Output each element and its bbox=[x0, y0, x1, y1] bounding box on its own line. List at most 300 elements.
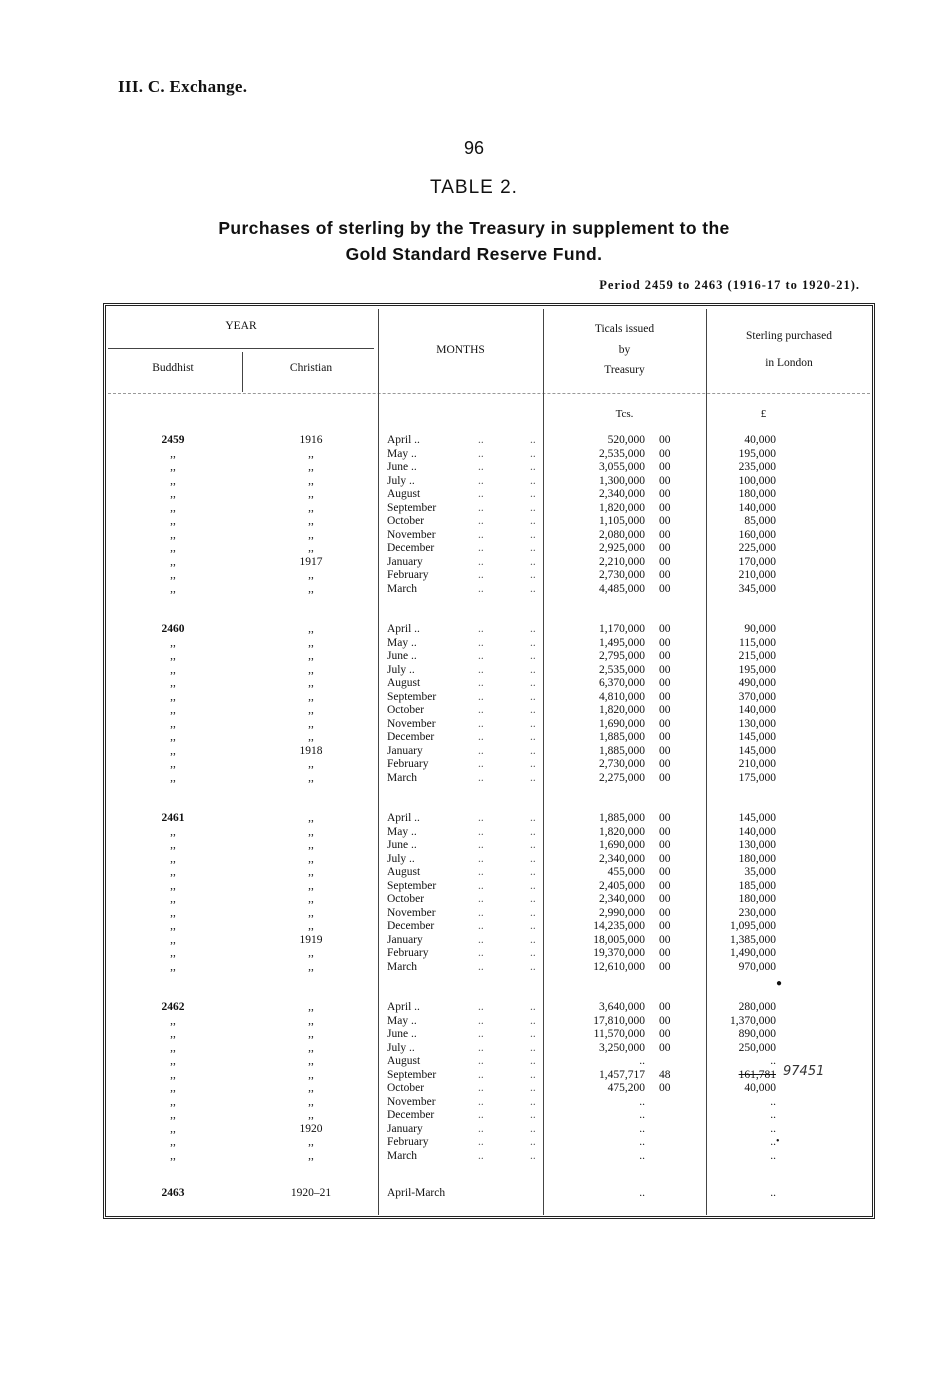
cell-month: August bbox=[387, 1055, 421, 1067]
cell-ticals: 1,105,000 bbox=[599, 515, 645, 527]
cell-christian-year: ,, bbox=[308, 1136, 314, 1148]
cell-christian-year: ,, bbox=[308, 488, 314, 500]
leader-dots: .. bbox=[478, 501, 484, 514]
leader-dots: .. bbox=[530, 1149, 536, 1162]
cell-month: July .. bbox=[387, 1041, 415, 1054]
leader-dots: .. bbox=[478, 1028, 484, 1040]
cell-satang: 00 bbox=[659, 690, 671, 703]
cell-sterling: 180,000 bbox=[738, 488, 776, 500]
cell-christian-year: ,, bbox=[308, 812, 314, 824]
leader-dots: .. bbox=[530, 879, 536, 892]
cell-satang: 00 bbox=[659, 663, 671, 676]
leader-dots: .. bbox=[478, 569, 484, 581]
cell-christian-year: ,, bbox=[308, 447, 314, 460]
cell-ticals: 3,055,000 bbox=[599, 461, 645, 473]
cell-buddhist-year: ,, bbox=[170, 906, 176, 919]
cell-satang: 00 bbox=[659, 677, 671, 689]
leader-dots: .. bbox=[530, 825, 536, 838]
cell-sterling: 161,781 bbox=[738, 1068, 776, 1081]
cell-christian-year: 1918 bbox=[299, 744, 323, 757]
cell-buddhist-year: ,, bbox=[170, 582, 176, 595]
leader-dots: .. bbox=[478, 758, 484, 770]
cell-month: September bbox=[387, 1068, 437, 1081]
leader-dots: .. bbox=[530, 677, 536, 689]
unit-ticals: Tcs. bbox=[615, 408, 634, 420]
cell-month: May .. bbox=[387, 825, 417, 838]
cell-christian-year: ,, bbox=[308, 852, 314, 865]
cell-christian-year: ,, bbox=[308, 704, 314, 716]
cell-christian-year: ,, bbox=[308, 690, 314, 703]
cell-christian-year: ,, bbox=[308, 1149, 314, 1162]
cell-sterling: 145,000 bbox=[738, 812, 776, 824]
leader-dots: .. bbox=[530, 920, 536, 932]
cell-sterling: 175,000 bbox=[738, 771, 776, 784]
header-ticals-2: by bbox=[618, 344, 631, 356]
cell-sterling: 490,000 bbox=[738, 677, 776, 689]
leader-dots: .. bbox=[530, 447, 536, 460]
cell-buddhist-year: ,, bbox=[170, 1109, 176, 1121]
header-ticals-1: Ticals issued bbox=[594, 323, 655, 335]
cell-satang: 00 bbox=[659, 569, 671, 581]
leader-dots: .. bbox=[530, 434, 536, 446]
leader-dots: .. bbox=[478, 650, 484, 662]
cell-sterling: .. bbox=[770, 1136, 776, 1148]
cell-buddhist-year: ,, bbox=[170, 1136, 176, 1148]
leader-dots: .. bbox=[478, 731, 484, 743]
cell-satang: 00 bbox=[659, 501, 671, 514]
cell-christian-year: ,, bbox=[308, 879, 314, 892]
cell-sterling: 140,000 bbox=[738, 825, 776, 838]
cell-christian-year: ,, bbox=[308, 1068, 314, 1081]
leader-dots: .. bbox=[530, 960, 536, 973]
leader-dots: .. bbox=[478, 528, 484, 541]
cell-month: May .. bbox=[387, 447, 417, 460]
cell-sterling: 225,000 bbox=[738, 542, 776, 554]
cell-month: August bbox=[387, 677, 421, 689]
cell-sterling: .. bbox=[770, 1187, 776, 1199]
cell-satang: 00 bbox=[659, 515, 671, 527]
cell-ticals: 2,210,000 bbox=[599, 555, 645, 568]
cell-ticals: .. bbox=[639, 1149, 645, 1162]
cell-christian-year: ,, bbox=[308, 1028, 314, 1040]
cell-month: March bbox=[387, 960, 418, 973]
cell-christian-year: ,, bbox=[308, 947, 314, 959]
leader-dots: .. bbox=[478, 515, 484, 527]
leader-dots: .. bbox=[478, 1136, 484, 1148]
cell-buddhist-year: ,, bbox=[170, 852, 176, 865]
cell-christian-year: ,, bbox=[308, 825, 314, 838]
cell-christian-year: ,, bbox=[308, 528, 314, 541]
cell-christian-year: 1919 bbox=[299, 933, 323, 946]
cell-ticals: 6,370,000 bbox=[599, 677, 645, 689]
cell-sterling: 195,000 bbox=[738, 663, 776, 676]
cell-ticals: 2,730,000 bbox=[599, 758, 645, 770]
header-months: MONTHS bbox=[436, 344, 485, 356]
cell-satang: 00 bbox=[659, 906, 671, 919]
leader-dots: .. bbox=[478, 1014, 484, 1027]
leader-dots: .. bbox=[478, 704, 484, 716]
cell-month: May .. bbox=[387, 1014, 417, 1027]
cell-month: September bbox=[387, 501, 437, 514]
cell-month: June .. bbox=[387, 650, 417, 662]
leader-dots: .. bbox=[478, 920, 484, 932]
cell-christian-year: ,, bbox=[308, 474, 314, 487]
leader-dots: .. bbox=[478, 866, 484, 878]
cell-satang: 00 bbox=[659, 839, 671, 851]
leader-dots: .. bbox=[530, 488, 536, 500]
cell-month: December bbox=[387, 920, 435, 932]
cell-christian-year: ,, bbox=[308, 839, 314, 851]
cell-ticals: 1,457,717 bbox=[599, 1068, 645, 1081]
leader-dots: .. bbox=[530, 947, 536, 959]
cell-satang: 00 bbox=[659, 1041, 671, 1054]
cell-month: April .. bbox=[387, 1001, 420, 1013]
cell-sterling: 1,490,000 bbox=[730, 947, 776, 959]
cell-ticals: 2,730,000 bbox=[599, 569, 645, 581]
cell-buddhist-year: ,, bbox=[170, 569, 176, 581]
leader-dots: .. bbox=[530, 1001, 536, 1013]
cell-ticals: 2,275,000 bbox=[599, 771, 645, 784]
leader-dots: .. bbox=[530, 690, 536, 703]
leader-dots: .. bbox=[478, 677, 484, 689]
cell-christian-year: ,, bbox=[308, 623, 314, 635]
cell-ticals: 2,340,000 bbox=[599, 893, 645, 905]
leader-dots: .. bbox=[478, 933, 484, 946]
col-divider-ticals bbox=[543, 309, 544, 1215]
cell-buddhist-year: ,, bbox=[170, 1149, 176, 1162]
cell-satang: 00 bbox=[659, 852, 671, 865]
leader-dots: .. bbox=[478, 852, 484, 865]
cell-ticals: 1,820,000 bbox=[599, 501, 645, 514]
leader-dots: .. bbox=[530, 569, 536, 581]
cell-satang: 00 bbox=[659, 879, 671, 892]
cell-christian-year: ,, bbox=[308, 893, 314, 905]
cell-month: January bbox=[387, 744, 423, 757]
leader-dots: .. bbox=[478, 555, 484, 568]
leader-dots: .. bbox=[530, 542, 536, 554]
leader-dots: .. bbox=[530, 771, 536, 784]
leader-dots: .. bbox=[478, 771, 484, 784]
cell-month: November bbox=[387, 906, 436, 919]
cell-sterling: .. bbox=[770, 1055, 776, 1067]
cell-satang: 00 bbox=[659, 1001, 671, 1013]
cell-satang: 00 bbox=[659, 920, 671, 932]
leader-dots: .. bbox=[530, 1028, 536, 1040]
leader-dots: .. bbox=[530, 744, 536, 757]
cell-sterling: .. bbox=[770, 1122, 776, 1135]
cell-month: January bbox=[387, 555, 423, 568]
leader-dots: .. bbox=[478, 1001, 484, 1013]
cell-satang: 00 bbox=[659, 731, 671, 743]
cell-sterling: 115,000 bbox=[739, 636, 776, 649]
header-year: YEAR bbox=[225, 320, 257, 332]
cell-satang: 00 bbox=[659, 528, 671, 541]
cell-buddhist-year: ,, bbox=[170, 1055, 176, 1067]
cell-satang: 00 bbox=[659, 542, 671, 554]
leader-dots: .. bbox=[478, 542, 484, 554]
cell-month: October bbox=[387, 893, 425, 905]
header-buddhist: Buddhist bbox=[152, 362, 194, 374]
cell-ticals: 2,990,000 bbox=[599, 906, 645, 919]
cell-month: September bbox=[387, 879, 437, 892]
cell-sterling: 370,000 bbox=[738, 690, 776, 703]
cell-christian-year: ,, bbox=[308, 758, 314, 770]
leader-dots: .. bbox=[530, 650, 536, 662]
cell-ticals: 1,690,000 bbox=[599, 839, 645, 851]
cell-ticals: 1,885,000 bbox=[599, 812, 645, 824]
cell-buddhist-year: 2462 bbox=[161, 1001, 185, 1013]
leader-dots: .. bbox=[478, 474, 484, 487]
cell-ticals: 19,370,000 bbox=[593, 947, 645, 959]
cell-month: February bbox=[387, 569, 429, 581]
cell-ticals: .. bbox=[639, 1122, 645, 1135]
cell-month: June .. bbox=[387, 839, 417, 851]
cell-buddhist-year: ,, bbox=[170, 866, 176, 878]
cell-buddhist-year: ,, bbox=[170, 542, 176, 554]
cell-ticals: .. bbox=[639, 1187, 645, 1199]
leader-dots: .. bbox=[530, 1082, 536, 1094]
cell-ticals: 2,405,000 bbox=[599, 879, 645, 892]
cell-christian-year: ,, bbox=[308, 717, 314, 730]
leader-dots: .. bbox=[478, 690, 484, 703]
cell-month: July .. bbox=[387, 852, 415, 865]
cell-buddhist-year: ,, bbox=[170, 960, 176, 973]
leader-dots: .. bbox=[530, 582, 536, 595]
leader-dots: .. bbox=[530, 555, 536, 568]
cell-month: October bbox=[387, 1082, 425, 1094]
cell-buddhist-year: ,, bbox=[170, 690, 176, 703]
cell-satang: 00 bbox=[659, 1028, 671, 1040]
leader-dots: .. bbox=[478, 636, 484, 649]
cell-buddhist-year: ,, bbox=[170, 447, 176, 460]
cell-buddhist-year: ,, bbox=[170, 1041, 176, 1054]
cell-christian-year: ,, bbox=[308, 542, 314, 554]
cell-sterling: 40,000 bbox=[744, 1082, 776, 1094]
cell-sterling: 1,095,000 bbox=[730, 920, 776, 932]
cell-satang: 48 bbox=[659, 1068, 671, 1081]
cell-sterling: 90,000 bbox=[744, 623, 776, 635]
leader-dots: .. bbox=[478, 582, 484, 595]
cell-month: December bbox=[387, 731, 435, 743]
cell-buddhist-year: ,, bbox=[170, 920, 176, 932]
cell-month: January bbox=[387, 1122, 423, 1135]
cell-buddhist-year: ,, bbox=[170, 744, 176, 757]
leader-dots: .. bbox=[530, 731, 536, 743]
stray-mark: • bbox=[776, 1136, 780, 1147]
leader-dots: .. bbox=[530, 515, 536, 527]
cell-satang: 00 bbox=[659, 650, 671, 662]
cell-sterling: 145,000 bbox=[738, 731, 776, 743]
cell-sterling: 140,000 bbox=[738, 704, 776, 716]
cell-christian-year: 1920–21 bbox=[290, 1187, 332, 1199]
cell-buddhist-year: 2461 bbox=[161, 812, 185, 824]
cell-sterling: 1,385,000 bbox=[730, 933, 776, 946]
cell-christian-year: 1916 bbox=[299, 434, 323, 446]
cell-ticals: 1,885,000 bbox=[599, 731, 645, 743]
cell-christian-year: ,, bbox=[308, 1014, 314, 1027]
cell-satang: 00 bbox=[659, 812, 671, 824]
cell-satang: 00 bbox=[659, 933, 671, 946]
cell-ticals: 1,820,000 bbox=[599, 704, 645, 716]
cell-sterling: 250,000 bbox=[738, 1041, 776, 1054]
cell-ticals: 12,610,000 bbox=[593, 960, 645, 973]
leader-dots: .. bbox=[530, 906, 536, 919]
cell-sterling: 185,000 bbox=[738, 879, 776, 892]
cell-ticals: 2,795,000 bbox=[599, 650, 645, 662]
cell-satang: 00 bbox=[659, 744, 671, 757]
cell-sterling: .. bbox=[770, 1095, 776, 1108]
cell-month: April .. bbox=[387, 812, 420, 824]
cell-ticals: 520,000 bbox=[607, 434, 645, 446]
cell-christian-year: ,, bbox=[308, 731, 314, 743]
cell-satang: 00 bbox=[659, 893, 671, 905]
cell-christian-year: ,, bbox=[308, 461, 314, 473]
leader-dots: .. bbox=[530, 812, 536, 824]
cell-buddhist-year: 2460 bbox=[161, 623, 185, 635]
leader-dots: .. bbox=[530, 663, 536, 676]
leader-dots: .. bbox=[530, 893, 536, 905]
cell-buddhist-year: ,, bbox=[170, 704, 176, 716]
cell-buddhist-year: ,, bbox=[170, 515, 176, 527]
cell-ticals: .. bbox=[639, 1136, 645, 1148]
cell-buddhist-year: ,, bbox=[170, 771, 176, 784]
cell-month: March bbox=[387, 771, 418, 784]
cell-ticals: .. bbox=[639, 1095, 645, 1108]
cell-buddhist-year: ,, bbox=[170, 555, 176, 568]
table-title-line-2: Gold Standard Reserve Fund. bbox=[345, 244, 603, 264]
cell-month: August bbox=[387, 488, 421, 500]
cell-satang: 00 bbox=[659, 866, 671, 878]
leader-dots: .. bbox=[478, 717, 484, 730]
cell-buddhist-year: ,, bbox=[170, 1122, 176, 1135]
header-sterling-2: in London bbox=[765, 357, 813, 369]
cell-ticals: 2,340,000 bbox=[599, 488, 645, 500]
cell-sterling: 1,370,000 bbox=[730, 1014, 776, 1027]
cell-christian-year: ,, bbox=[308, 569, 314, 581]
cell-buddhist-year: ,, bbox=[170, 474, 176, 487]
cell-sterling: 280,000 bbox=[738, 1001, 776, 1013]
cell-sterling: 210,000 bbox=[738, 758, 776, 770]
cell-buddhist-year: ,, bbox=[170, 650, 176, 662]
cell-month: November bbox=[387, 717, 436, 730]
leader-dots: .. bbox=[530, 623, 536, 635]
cell-ticals: 1,170,000 bbox=[599, 623, 645, 635]
leader-dots: .. bbox=[478, 960, 484, 973]
cell-buddhist-year: 2463 bbox=[161, 1187, 185, 1199]
cell-month: September bbox=[387, 690, 437, 703]
cell-sterling: 235,000 bbox=[738, 461, 776, 473]
table-title-line-1: Purchases of sterling by the Treasury in supplement to the bbox=[218, 218, 730, 238]
cell-christian-year: ,, bbox=[308, 636, 314, 649]
cell-buddhist-year: ,, bbox=[170, 461, 176, 473]
cell-month: June .. bbox=[387, 1028, 417, 1040]
cell-christian-year: ,, bbox=[308, 1095, 314, 1108]
leader-dots: .. bbox=[530, 852, 536, 865]
cell-ticals: 4,810,000 bbox=[599, 690, 645, 703]
period-note: Period 2459 to 2463 (1916-17 to 1920-21). bbox=[599, 278, 860, 292]
handwritten-note: 97451 bbox=[783, 1064, 825, 1079]
leader-dots: .. bbox=[478, 447, 484, 460]
leader-dots: .. bbox=[478, 839, 484, 851]
cell-christian-year: ,, bbox=[308, 501, 314, 514]
cell-sterling: 160,000 bbox=[738, 528, 776, 541]
cell-ticals: 1,820,000 bbox=[599, 825, 645, 838]
cell-buddhist-year: ,, bbox=[170, 1095, 176, 1108]
cell-month: February bbox=[387, 758, 429, 770]
cell-month: December bbox=[387, 542, 435, 554]
leader-dots: .. bbox=[530, 866, 536, 878]
cell-satang: 00 bbox=[659, 960, 671, 973]
cell-satang: 00 bbox=[659, 447, 671, 460]
cell-buddhist-year: ,, bbox=[170, 758, 176, 770]
table-label: TABLE 2. bbox=[430, 177, 518, 198]
cell-sterling: 970,000 bbox=[738, 960, 776, 973]
cell-ticals: 1,300,000 bbox=[599, 474, 645, 487]
cell-satang: 00 bbox=[659, 555, 671, 568]
leader-dots: .. bbox=[478, 1041, 484, 1054]
leader-dots: .. bbox=[478, 744, 484, 757]
leader-dots: .. bbox=[530, 704, 536, 716]
leader-dots: .. bbox=[530, 933, 536, 946]
cell-ticals: 2,535,000 bbox=[599, 663, 645, 676]
cell-month: November bbox=[387, 1095, 436, 1108]
leader-dots: .. bbox=[530, 1014, 536, 1027]
cell-month: March bbox=[387, 1149, 418, 1162]
cell-sterling: 100,000 bbox=[738, 474, 776, 487]
cell-month: August bbox=[387, 866, 421, 878]
cell-ticals: .. bbox=[639, 1055, 645, 1067]
cell-sterling: 145,000 bbox=[738, 744, 776, 757]
section-label: III. C. Exchange. bbox=[118, 77, 248, 96]
cell-buddhist-year: ,, bbox=[170, 488, 176, 500]
cell-christian-year: ,, bbox=[308, 582, 314, 595]
leader-dots: .. bbox=[478, 879, 484, 892]
leader-dots: .. bbox=[530, 1068, 536, 1081]
cell-buddhist-year: ,, bbox=[170, 947, 176, 959]
cell-sterling: 35,000 bbox=[744, 866, 776, 878]
year-underline bbox=[108, 348, 374, 349]
cell-buddhist-year: ,, bbox=[170, 717, 176, 730]
cell-buddhist-year: ,, bbox=[170, 839, 176, 851]
leader-dots: .. bbox=[478, 488, 484, 500]
cell-month: June .. bbox=[387, 461, 417, 473]
leader-dots: .. bbox=[478, 1068, 484, 1081]
cell-month: July .. bbox=[387, 663, 415, 676]
leader-dots: .. bbox=[530, 1109, 536, 1121]
cell-satang: 00 bbox=[659, 771, 671, 784]
cell-satang: 00 bbox=[659, 474, 671, 487]
cell-month: April .. bbox=[387, 434, 420, 446]
leader-dots: .. bbox=[478, 663, 484, 676]
header-sterling-1: Sterling purchased bbox=[746, 330, 832, 342]
leader-dots: .. bbox=[530, 474, 536, 487]
cell-buddhist-year: ,, bbox=[170, 1014, 176, 1027]
leader-dots: .. bbox=[478, 623, 484, 635]
leader-dots: .. bbox=[530, 1136, 536, 1148]
leader-dots: .. bbox=[530, 1041, 536, 1054]
col-divider-sterling bbox=[706, 309, 707, 1215]
leader-dots: .. bbox=[530, 461, 536, 473]
page-number: 96 bbox=[463, 138, 485, 158]
cell-buddhist-year: ,, bbox=[170, 893, 176, 905]
cell-month: February bbox=[387, 947, 429, 959]
cell-sterling: 130,000 bbox=[738, 839, 776, 851]
cell-buddhist-year: ,, bbox=[170, 879, 176, 892]
leader-dots: .. bbox=[530, 758, 536, 770]
cell-satang: 00 bbox=[659, 704, 671, 716]
cell-satang: 00 bbox=[659, 434, 671, 446]
cell-sterling: 180,000 bbox=[738, 852, 776, 865]
